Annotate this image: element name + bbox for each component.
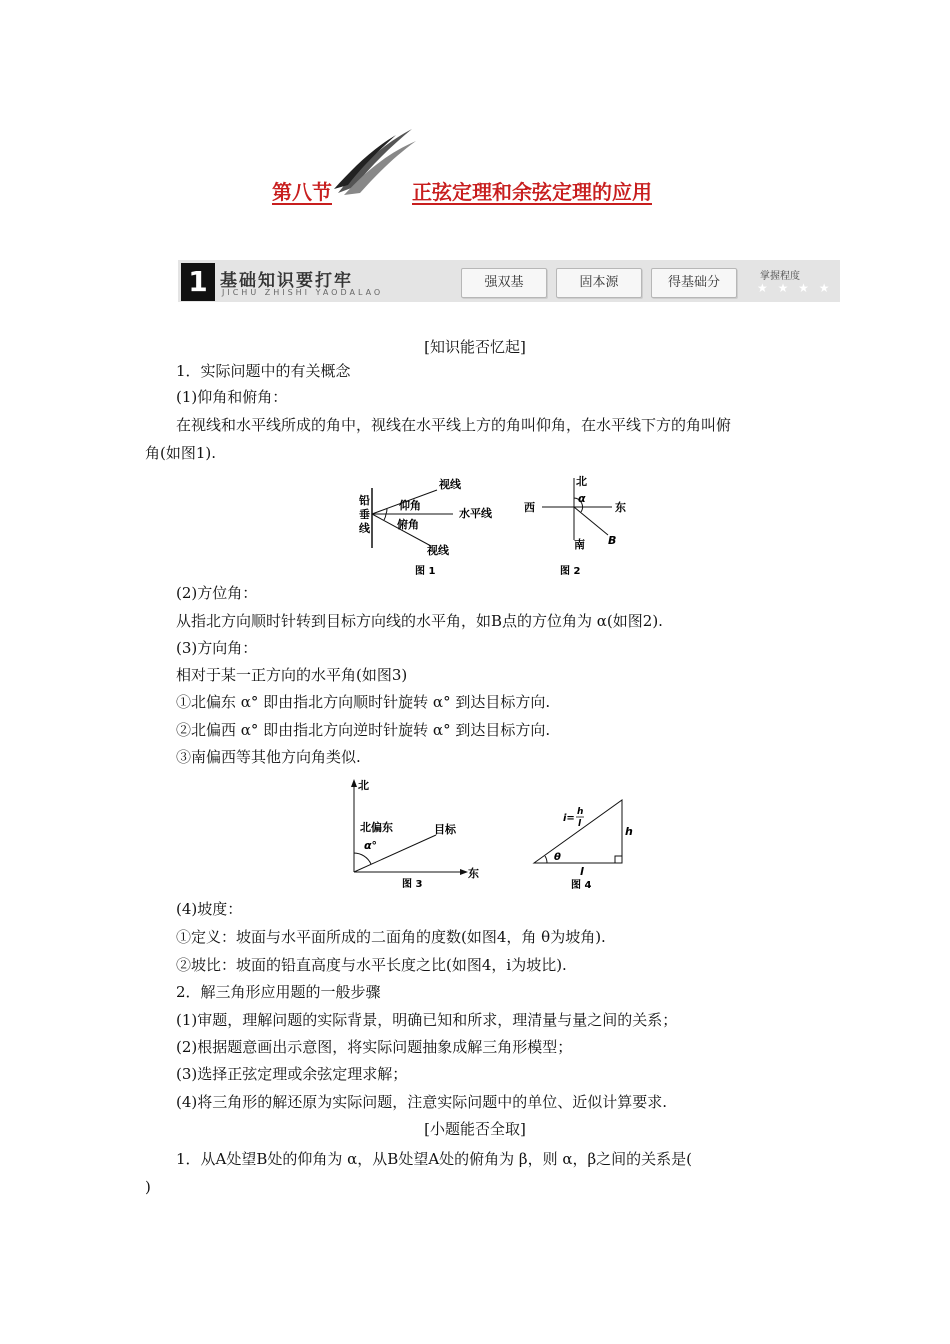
text-line: (3)选择正弦定理或余弦定理求解； [176,1065,408,1083]
text-line: 角(如图1). [145,444,217,462]
text-line: ①北偏东 α° 即由指北方向顺时针旋转 α° 到达目标方向. [176,693,551,711]
fig3-alpha: α° [364,839,378,852]
text-line: 相对于某一正方向的水平角(如图3) [176,666,408,684]
fig1-plumb-label-3: 线 [359,522,370,535]
figure-4-slope [525,795,645,895]
question-1-paren: ) [145,1178,151,1196]
button-gubenyuan[interactable]: 固本源 [556,268,642,298]
fig1-sight-up: 视线 [439,478,461,491]
page-title: 正弦定理和余弦定理的应用 [412,180,652,204]
fig2-east: 东 [615,501,626,514]
text-line: 2．解三角形应用题的一般步骤 [176,983,381,1001]
fig4-l-den: l [578,819,582,829]
fig2-caption: 图 2 [560,566,581,577]
fig3-label: 北偏东 [360,821,393,834]
text-line: ③南偏西等其他方向角类似. [176,748,361,766]
fig2-alpha: α [578,492,586,505]
section-label: 第八节 [272,180,332,204]
figure-2-bearing [520,470,640,580]
text-line: ②北偏西 α° 即由指北方向逆时针旋转 α° 到达目标方向. [176,721,551,739]
banner-pinyin: JICHU ZHISHI YAODALAO [222,288,384,297]
text-line: (1)仰角和俯角： [176,388,288,406]
text-line: (4)将三角形的解还原为实际问题，注意实际问题中的单位、近似计算要求. [176,1093,668,1111]
fig2-north: 北 [576,475,587,488]
fig4-i-label: i= [563,813,575,824]
question-1: 1．从A处望B处的仰角为 α，从B处望A处的俯角为 β，则 α，β之间的关系是( [176,1150,693,1168]
fig1-sight-down: 视线 [427,544,449,557]
fig4-caption: 图 4 [571,880,592,891]
text-line: ②坡比：坡面的铅直高度与水平长度之比(如图4，i为坡比). [176,956,567,974]
fig3-caption: 图 3 [402,879,423,890]
fig2-south: 南 [574,538,585,551]
banner-number: 1 [181,263,215,301]
text-line: 1．实际问题中的有关概念 [176,362,351,380]
fig3-east: 东 [468,867,479,880]
fig1-plumb-label-1: 铅 [359,494,370,507]
fig1-horizontal: 水平线 [459,507,492,520]
fig3-north: 北 [358,779,369,792]
figure-3-direction-angle [340,775,490,893]
mastery-stars: ★ ★ ★ ★ ★ [757,281,854,295]
fig1-plumb-label-2: 垂 [359,508,370,521]
text-line: ①定义：坡面与水平面所成的二面角的度数(如图4，角 θ为坡角). [176,928,606,946]
button-qiangshuangji[interactable]: 强双基 [461,268,547,298]
swoosh-logo [330,125,420,200]
fig1-elevation: 仰角 [399,499,421,512]
text-line: 从指北方向顺时针转到目标方向线的水平角，如B点的方位角为 α(如图2). [176,612,663,630]
text-line: (1)审题，理解问题的实际背景，明确已知和所求，理清量与量之间的关系； [176,1011,678,1029]
fig4-theta: θ [554,852,561,863]
fig2-west: 西 [524,501,535,514]
fig4-h: h [625,825,633,838]
subhead-knowledge: [知识能否忆起] [424,338,526,356]
banner-title: 基础知识要打牢 [220,271,353,291]
text-line: (4)坡度： [176,900,243,918]
text-line: (3)方向角： [176,639,258,657]
text-line: (2)方位角： [176,584,258,602]
fig3-target: 目标 [434,823,456,836]
figure-1-elevation-depression [355,470,505,580]
fig4-l: l [580,865,584,878]
fig1-caption: 图 1 [415,566,436,577]
text-line: (2)根据题意画出示意图，将实际问题抽象成解三角形模型； [176,1038,573,1056]
fig2-b: B [608,534,617,547]
fig4-h-num: h [577,807,584,817]
button-dejichufen[interactable]: 得基础分 [651,268,737,298]
text-line: 在视线和水平线所成的角中，视线在水平线上方的角叫仰角，在水平线下方的角叫俯 [176,416,732,434]
mastery-label: 掌握程度 [760,271,800,282]
subhead-questions: [小题能否全取] [424,1120,526,1138]
fig1-depression: 俯角 [397,518,419,531]
